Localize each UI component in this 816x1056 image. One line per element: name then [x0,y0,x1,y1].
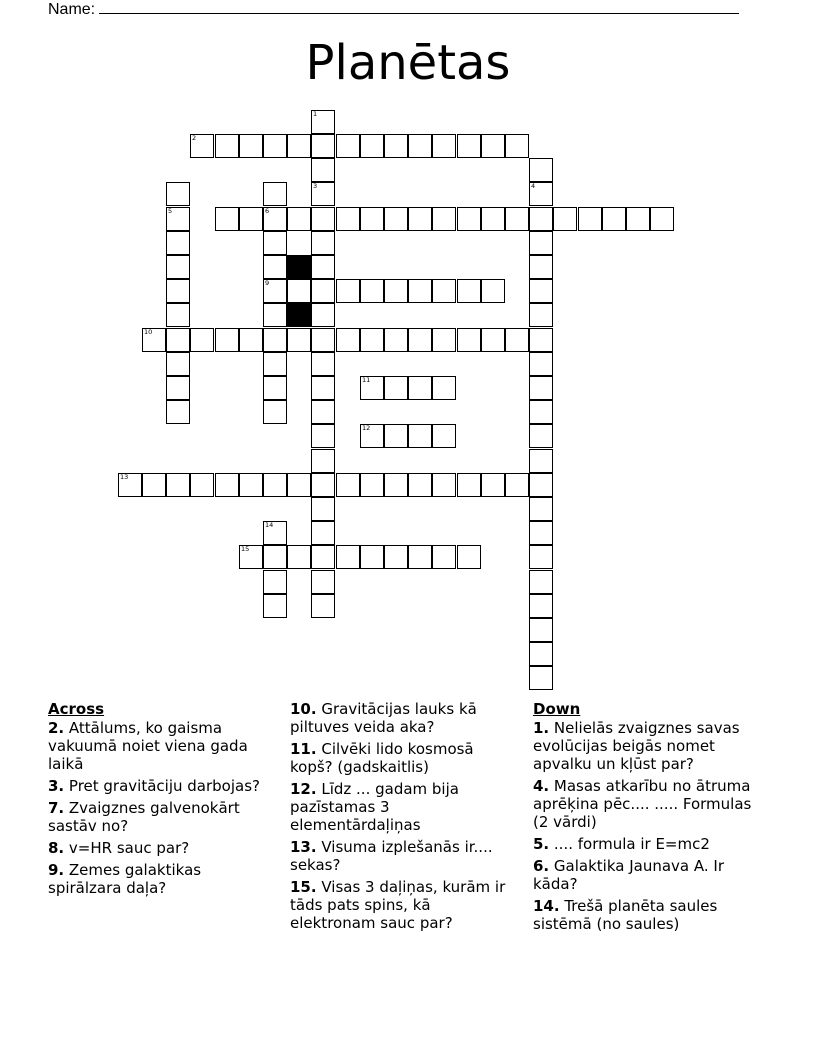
clue-number-label: 14 [265,521,274,529]
crossword-cell[interactable] [311,279,335,303]
crossword-cell[interactable] [263,352,287,376]
crossword-cell[interactable] [166,231,190,255]
crossword-cell[interactable] [311,400,335,424]
clue-number-label: 9 [265,279,270,287]
clue-number: 3. [48,777,65,795]
crossword-cell[interactable] [408,545,432,569]
crossword-cell[interactable] [384,545,408,569]
crossword-cell[interactable] [432,424,456,448]
crossword-cell[interactable] [457,328,481,352]
crossword-cell[interactable] [215,207,239,231]
crossword-cell[interactable] [529,231,553,255]
crossword-cell[interactable] [384,376,408,400]
across-heading: Across [48,700,105,718]
crossword-cell[interactable] [529,328,553,352]
clue-text: Zvaigznes galvenokārt sastāv no? [48,799,240,835]
crossword-cell[interactable] [529,376,553,400]
clue-number-label: 6 [265,207,270,215]
clue-text: Pret gravitāciju darbojas? [64,777,260,795]
crossword-cell[interactable] [311,207,335,231]
crossword-cell[interactable] [481,473,505,497]
clue-text: Trešā planēta saules sistēmā (no saules) [533,897,718,933]
crossword-cell[interactable] [263,594,287,618]
clue-number: 5. [533,835,550,853]
clue-item [48,777,276,795]
crossword-cell[interactable] [408,473,432,497]
crossword-cell[interactable] [360,279,384,303]
crossword-cell[interactable] [360,424,384,448]
crossword-cell[interactable] [529,207,553,231]
crossword-cell[interactable] [311,449,335,473]
clue-number-label: 1 [313,110,318,118]
crossword-cell[interactable] [311,328,335,352]
crossword-cell[interactable] [263,328,287,352]
crossword-cell[interactable] [360,473,384,497]
clue-number: 11. [290,740,317,758]
crossword-cell[interactable] [287,279,311,303]
clues-down-column [533,700,761,937]
crossword-cell[interactable] [336,207,360,231]
crossword-cell[interactable] [336,545,360,569]
crossword-cell[interactable] [384,328,408,352]
crossword-cell[interactable] [529,424,553,448]
crossword-cell[interactable] [481,207,505,231]
crossword-cell[interactable] [384,473,408,497]
crossword-cell[interactable] [142,328,166,352]
crossword-cell[interactable] [166,182,190,206]
clue-item [533,857,761,893]
clue-item [533,719,761,773]
crossword-cell[interactable] [239,207,263,231]
crossword-cell[interactable] [384,207,408,231]
crossword-cell[interactable] [166,328,190,352]
crossword-cell[interactable] [311,376,335,400]
crossword-cell[interactable] [505,134,529,158]
clue-number: 13. [290,838,317,856]
crossword-block-cell [287,255,311,279]
crossword-cell[interactable] [311,473,335,497]
crossword-cell[interactable] [408,376,432,400]
crossword-cell[interactable] [166,400,190,424]
crossword-cell[interactable] [311,570,335,594]
crossword-cell[interactable] [263,376,287,400]
crossword-cell[interactable] [360,328,384,352]
crossword-cell[interactable] [481,279,505,303]
crossword-cell[interactable] [263,303,287,327]
clue-item [533,897,761,933]
clue-item [533,835,761,853]
crossword-cell[interactable] [311,255,335,279]
crossword-cell[interactable] [529,158,553,182]
clue-item [48,861,276,897]
crossword-cell[interactable] [529,545,553,569]
clue-text: Masas atkarību no ātruma aprēķina pēc.... ..... Formulas (2 vārdi) [533,777,752,831]
crossword-cell[interactable] [263,255,287,279]
crossword-cell[interactable] [336,134,360,158]
clue-item [290,740,518,776]
crossword-cell[interactable] [529,642,553,666]
crossword-cell[interactable] [384,424,408,448]
clue-number-label: 5 [168,207,173,215]
crossword-cell[interactable] [190,328,214,352]
crossword-cell[interactable] [263,207,287,231]
down-clue-list [533,719,761,933]
crossword-cell[interactable] [311,545,335,569]
clue-item [533,777,761,831]
crossword-cell[interactable] [432,279,456,303]
crossword-cell[interactable] [505,473,529,497]
crossword-cell[interactable] [287,328,311,352]
crossword-cell[interactable] [529,182,553,206]
crossword-cell[interactable] [263,473,287,497]
clue-item [290,878,518,932]
crossword-cell[interactable] [263,231,287,255]
clue-text: Zemes galaktikas spirālzara daļa? [48,861,202,897]
clue-item [290,838,518,874]
crossword-cell[interactable] [432,473,456,497]
crossword-cell[interactable] [505,207,529,231]
crossword-cell[interactable] [287,473,311,497]
crossword-cell[interactable] [311,497,335,521]
crossword-cell[interactable] [602,207,626,231]
across-clue-list-2 [290,700,518,932]
clue-text: v=HR sauc par? [64,839,190,857]
crossword-cell[interactable] [408,207,432,231]
clue-number: 4. [533,777,550,795]
crossword-cell[interactable] [360,207,384,231]
crossword-cell[interactable] [287,545,311,569]
clue-number-label: 2 [192,134,197,142]
clue-number-label: 10 [144,328,153,336]
clues-across-column [48,700,276,901]
clue-number-label: 11 [362,376,371,384]
crossword-block-cell [287,303,311,327]
crossword-cell[interactable] [166,207,190,231]
clue-number-label: 13 [120,473,129,481]
crossword-cell[interactable] [529,594,553,618]
crossword-cell[interactable] [457,279,481,303]
clue-text: Cilvēki lido kosmosā kopš? (gadskaitlis) [290,740,474,776]
crossword-cell[interactable] [215,473,239,497]
clue-text: Visuma izplešanās ir.... sekas? [290,838,493,874]
crossword-cell[interactable] [239,328,263,352]
crossword-cell[interactable] [118,473,142,497]
clue-text: .... formula ir E=mc2 [549,835,710,853]
crossword-cell[interactable] [529,255,553,279]
clue-item [48,839,276,857]
crossword-cell[interactable] [311,424,335,448]
crossword-cell[interactable] [311,134,335,158]
clue-number: 12. [290,780,317,798]
clue-text: Visas 3 daļiņas, kurām ir tāds pats spins, kā elektronam sauc par? [290,878,506,932]
clue-text: Galaktika Jaunava A. Ir kāda? [533,857,724,893]
crossword-cell[interactable] [311,110,335,134]
crossword-cell[interactable] [360,134,384,158]
crossword-cell[interactable] [626,207,650,231]
crossword-cell[interactable] [529,570,553,594]
crossword-cell[interactable] [432,545,456,569]
crossword-cell[interactable] [578,207,602,231]
crossword-cell[interactable] [432,207,456,231]
crossword-cell[interactable] [263,279,287,303]
crossword-cell[interactable] [166,376,190,400]
clue-text: Nelielās zvaigznes savas evolūcijas beigās nomet apvalku un kļūst par? [533,719,740,773]
crossword-cell[interactable] [408,279,432,303]
crossword-cell[interactable] [457,207,481,231]
crossword-cell[interactable] [263,400,287,424]
crossword-cell[interactable] [336,328,360,352]
crossword-cell[interactable] [384,134,408,158]
crossword-cell[interactable] [529,352,553,376]
crossword-cell[interactable] [457,545,481,569]
clue-number: 8. [48,839,65,857]
clue-number-label: 3 [313,182,318,190]
crossword-cell[interactable] [529,618,553,642]
crossword-cell[interactable] [311,158,335,182]
crossword-cell[interactable] [336,473,360,497]
crossword-cell[interactable] [239,473,263,497]
crossword-cell[interactable] [311,303,335,327]
crossword-cell[interactable] [166,255,190,279]
crossword-cell[interactable] [287,134,311,158]
crossword-cell[interactable] [166,352,190,376]
crossword-cell[interactable] [287,207,311,231]
clue-item [290,700,518,736]
clue-item [48,719,276,773]
crossword-cell[interactable] [650,207,674,231]
crossword-cell[interactable] [166,279,190,303]
crossword-cell[interactable] [529,666,553,690]
crossword-cell[interactable] [529,449,553,473]
crossword-cell[interactable] [408,328,432,352]
crossword-cell[interactable] [142,473,166,497]
name-label: Name: [48,1,96,18]
crossword-cell[interactable] [432,328,456,352]
crossword-cell[interactable] [529,303,553,327]
clue-text: Līdz ... gadam bija pazīstamas 3 elementārdaļiņas [290,780,459,834]
crossword-cell[interactable] [529,521,553,545]
clue-number: 15. [290,878,317,896]
crossword-cell[interactable] [457,473,481,497]
crossword-cell[interactable] [529,400,553,424]
crossword-cell[interactable] [263,545,287,569]
clue-number: 9. [48,861,65,879]
crossword-cell[interactable] [215,328,239,352]
crossword-cell[interactable] [263,521,287,545]
crossword-cell[interactable] [166,303,190,327]
crossword-cell[interactable] [190,473,214,497]
crossword-cell[interactable] [166,473,190,497]
crossword-cell[interactable] [311,352,335,376]
page-title: Planētas [305,35,511,91]
crossword-cell[interactable] [190,134,214,158]
clue-number: 14. [533,897,560,915]
crossword-cell[interactable] [311,521,335,545]
crossword-cell[interactable] [215,134,239,158]
crossword-cell[interactable] [553,207,577,231]
crossword-cell[interactable] [384,279,408,303]
crossword-cell[interactable] [263,134,287,158]
crossword-cell[interactable] [360,545,384,569]
crossword-cell[interactable] [481,134,505,158]
across-clue-list-1 [48,719,276,897]
clue-item [48,799,276,835]
crossword-cell[interactable] [481,328,505,352]
clue-number-label: 4 [531,182,536,190]
clue-number: 6. [533,857,550,875]
crossword-cell[interactable] [311,182,335,206]
clue-item [290,780,518,834]
crossword-cell[interactable] [263,570,287,594]
crossword-cell[interactable] [529,473,553,497]
clue-number: 7. [48,799,65,817]
down-heading: Down [533,700,581,718]
crossword-cell[interactable] [336,279,360,303]
crossword-cell[interactable] [457,134,481,158]
crossword-cell[interactable] [529,497,553,521]
crossword-cell[interactable] [505,328,529,352]
clue-number-label: 15 [241,545,250,553]
crossword-cell[interactable] [408,424,432,448]
clue-number: 10. [290,700,317,718]
clue-text: Attālums, ko gaisma vakuumā noiet viena gada laikā [48,719,248,773]
crossword-cell[interactable] [360,376,384,400]
crossword-cell[interactable] [263,182,287,206]
crossword-cell[interactable] [239,134,263,158]
crossword-cell[interactable] [432,376,456,400]
clue-text: Gravitācijas lauks kā piltuves veida aka? [290,700,477,736]
crossword-cell[interactable] [408,134,432,158]
crossword-cell[interactable] [529,279,553,303]
clue-number: 2. [48,719,65,737]
clue-number: 1. [533,719,550,737]
crossword-cell[interactable] [239,545,263,569]
clue-number-label: 12 [362,424,371,432]
crossword-cell[interactable] [311,594,335,618]
crossword-cell[interactable] [311,231,335,255]
clues-across-continued-column [290,700,518,936]
crossword-cell[interactable] [432,134,456,158]
